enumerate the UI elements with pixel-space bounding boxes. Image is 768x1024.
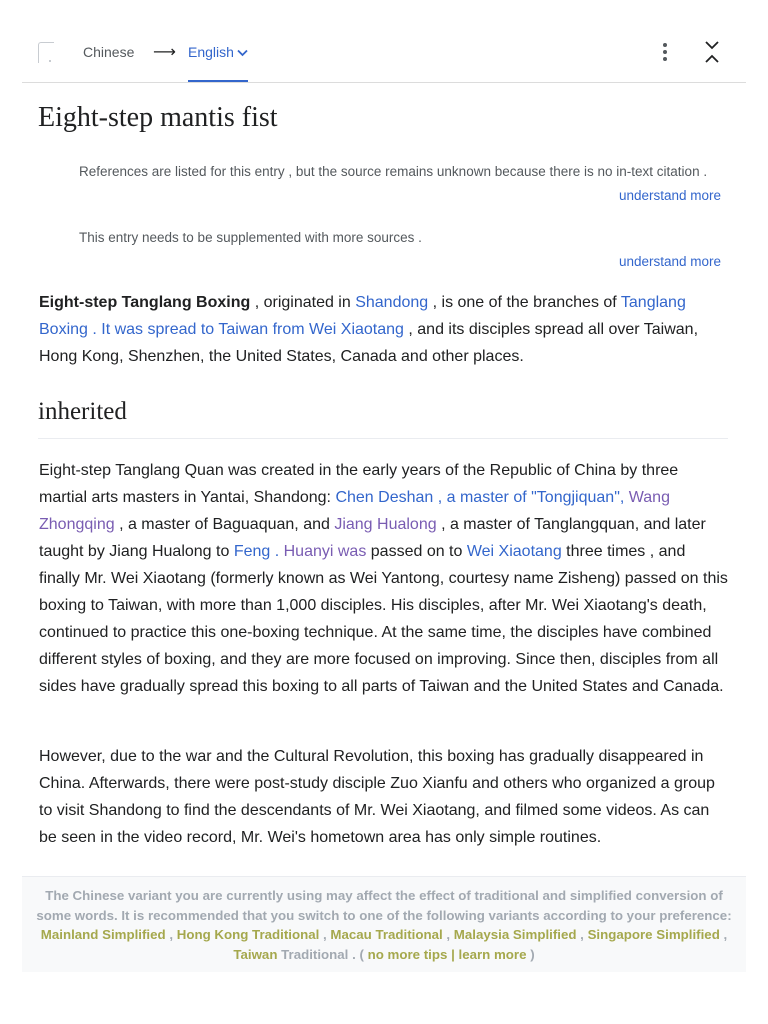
citation-notice [79,160,721,208]
variant-option[interactable]: Taiwan [233,946,278,962]
page-title: Eight-step mantis fist [38,102,278,133]
section-heading-inherited: inherited [38,398,728,439]
link-tanglang-boxing[interactable]: Tanglang Boxing . It was spread to Taiwan from Wei Xiaotang [39,294,686,338]
variant-option[interactable]: Mainland Simplified [40,927,166,943]
learn-more-link[interactable]: learn more [458,946,527,962]
notice-text: References are listed for this entry , but the source remains unknown because there is no in-text citation . [79,164,708,179]
link-wang-zhongqing[interactable]: Wang Zhongqing [39,489,670,533]
understand-more-link[interactable]: understand more [618,188,721,203]
understand-more-link[interactable]: understand more [618,254,721,269]
link-jiang-hualong[interactable]: Jiang Hualong [334,516,437,533]
variant-option[interactable]: Hong Kong Traditional [176,927,320,943]
wikipedia-logo-icon [38,42,54,63]
kebab-menu-icon[interactable] [655,42,675,64]
link-shandong[interactable]: Shandong [355,294,429,311]
intro-paragraph: Eight-step Tanglang Boxing , originated in Shandong , is one of the branches of Tanglang Boxing . It was spread to Taiwan from Wei Xiaotang , and its disciples spread all over Taiwan, Hong Kong, Shenzhen, the United States, Canada and other places. [39,294,699,365]
link-wei-xiaotang[interactable]: Wei Xiaotang [466,543,562,560]
source-language-label: Chinese [83,44,135,60]
link-chen-deshan[interactable]: Chen Deshan , a master of "Tongjiquan", [335,489,629,506]
collapse-icon[interactable] [705,40,719,64]
history-paragraph: Eight-step Tanglang Quan was created in the early years of the Republic of China by three martial arts masters in Yantai, Shandong: Chen Deshan , a master of "Tongjiquan", Wang Zhongqing , a master of Baguaquan, and Jiang Hualong , a master of Tanglangquan, and later taught by Jiang Hualong to Feng . Huanyi was passed on to Wei Xiaotang three times , and finally Mr. Wei Xiaotang (formerly known as Wei Yantong, courtesy name Zisheng) passed on this boxing to Taiwan, with more than 1,000 disciples. His disciples, after Mr. Wei Xiaotang's death, continued to practice this one-boxing technique. At the same time, the disciples have combined different styles of boxing, and they are more focused on improving. Since then, disciples from all sides have gradually spread this boxing to all parts of Taiwan and the United States and Canada. [39,462,728,695]
variant-option[interactable]: Malaysia Simplified [453,927,577,943]
translation-toolbar [22,0,746,83]
decline-paragraph: However, due to the war and the Cultural Revolution, this boxing has gradually disappeared in China. Afterwards, there were post-study disciple Zuo Xianfu and others who organized a group to visit Shandong to find the descendants of Mr. Wei Xiaotang, and filmed some videos. As can be seen in the video record, Mr. Wei's hometown area has only simple routines. [39,748,715,846]
article-subject: Eight-step Tanglang Boxing [39,294,251,311]
link-huanyi[interactable]: Huanyi was [283,543,367,560]
arrow-right-icon: ⟶ [153,44,176,61]
target-language-selector[interactable] [188,35,248,82]
target-language-label: English [188,44,234,60]
variant-option[interactable]: Macau Traditional [330,927,443,943]
no-more-tips-link[interactable]: no more tips [367,946,448,962]
link-feng[interactable]: Feng . [233,543,284,560]
notice-text: This entry needs to be supplemented with more sources . [79,230,422,245]
variant-notice-banner: The Chinese variant you are currently using may affect the effect of traditional and simplified conversion of some words. It is recommended that you switch to one of the following variants according to your preference: Mainland Simplified , Hong Kong Traditional , Macau Traditional , Malaysia Simplified , Singapore Simplified , Taiwan Traditional . ( no more tips | learn more ) [22,876,746,972]
chevron-down-icon [237,49,248,57]
sources-notice [79,226,721,274]
variant-option[interactable]: Singapore Simplified [587,927,720,943]
